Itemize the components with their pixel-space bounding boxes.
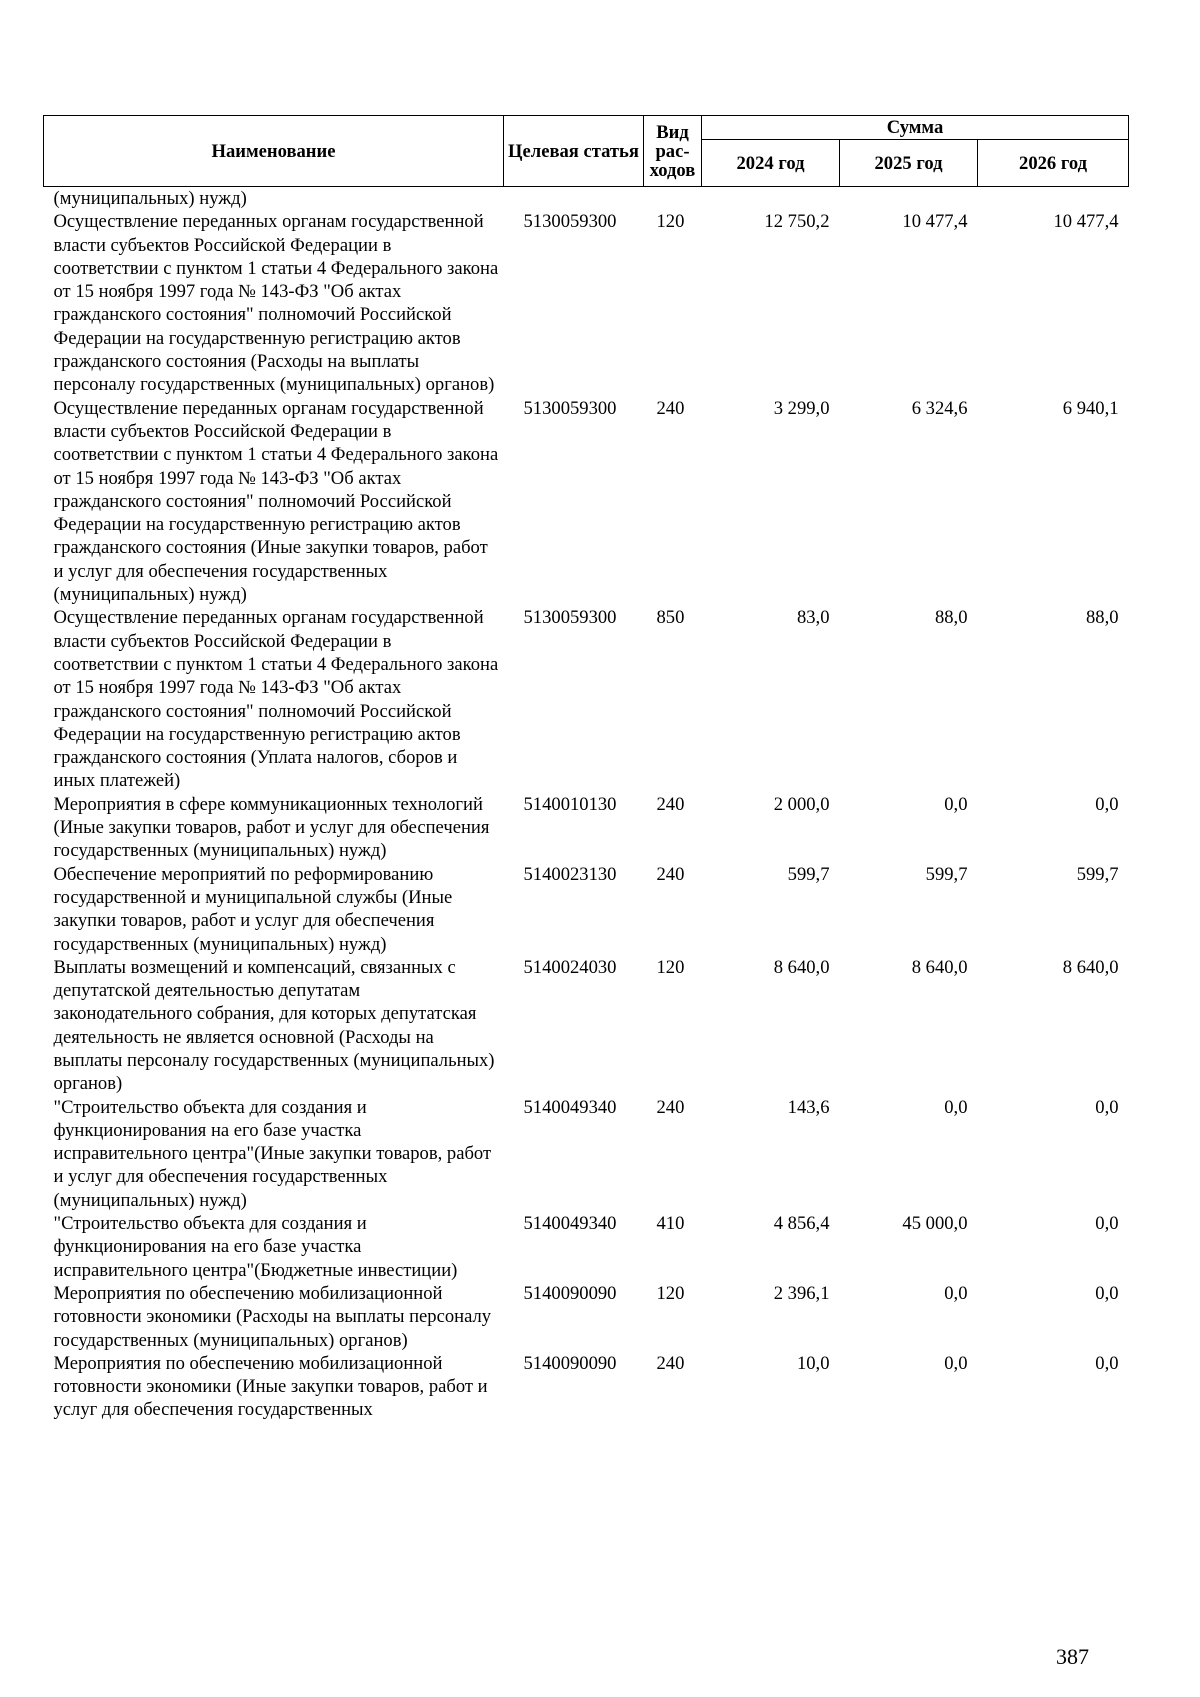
row-sum-2025: 0,0 — [944, 1096, 968, 1118]
row-expense-kind: 240 — [656, 793, 685, 815]
row-name: "Строительство объекта для создания и функционирования на его базе участка исправительного центра"(Бюджетные инвестиции) — [53, 1213, 458, 1281]
table-row — [44, 793, 1129, 863]
table-row — [44, 1282, 1129, 1352]
budget-table — [43, 115, 1129, 1422]
row-expense-kind: 410 — [656, 1213, 685, 1235]
row-target-article: 5140023130 — [523, 863, 617, 885]
row-expense-kind: 240 — [656, 863, 685, 885]
table-header — [44, 116, 1129, 187]
row-sum-2025 — [840, 187, 978, 211]
page-number: 387 — [1056, 1644, 1089, 1669]
row-sum-2024: 10,0 — [796, 1352, 830, 1374]
row-expense-kind — [644, 187, 702, 211]
row-expense-kind: 120 — [656, 1282, 685, 1304]
table-row — [44, 1352, 1129, 1422]
row-name: Осуществление переданных органам государственной власти субъектов Российской Федерации в соответствии с пунктом 1 статьи 4 Федерального закона от 15 ноября 1997 года № 143-ФЗ "Об актах гражданского состояния" полномочий Российской Федерации на государственную регистрацию актов гражданского состояния (Уплата налогов, сборов и иных платежей) — [53, 607, 499, 792]
row-sum-2025: 88,0 — [934, 607, 968, 629]
row-sum-2026: 10 477,4 — [1053, 211, 1119, 233]
row-sum-2025: 45 000,0 — [902, 1213, 968, 1235]
row-sum-2026: 6 940,1 — [1062, 397, 1119, 419]
header-target-article: Целевая статья — [504, 116, 644, 187]
row-sum-2025: 0,0 — [944, 1352, 968, 1374]
row-sum-2024: 8 640,0 — [773, 956, 830, 978]
row-target-article — [504, 187, 644, 211]
row-sum-2026: 0,0 — [1095, 1213, 1119, 1235]
header-sum: Сумма — [702, 116, 1129, 140]
row-sum-2024 — [702, 187, 840, 211]
row-expense-kind: 240 — [656, 1352, 685, 1374]
row-sum-2026: 0,0 — [1095, 1352, 1119, 1374]
header-year-2025: 2025 год — [840, 140, 978, 187]
row-expense-kind: 120 — [656, 211, 685, 233]
row-target-article: 5140049340 — [523, 1096, 617, 1118]
row-sum-2026: 0,0 — [1095, 1096, 1119, 1118]
row-sum-2024: 83,0 — [796, 607, 830, 629]
row-target-article: 5130059300 — [523, 397, 617, 419]
row-sum-2024: 143,6 — [787, 1096, 830, 1118]
row-sum-2026: 0,0 — [1095, 793, 1119, 815]
row-sum-2024: 3 299,0 — [773, 397, 830, 419]
row-name: (муниципальных) нужд) — [53, 188, 247, 209]
row-sum-2024: 2 396,1 — [773, 1282, 830, 1304]
row-sum-2026: 599,7 — [1076, 863, 1119, 885]
row-sum-2024: 599,7 — [787, 863, 830, 885]
row-sum-2026: 88,0 — [1085, 607, 1119, 629]
row-sum-2025: 0,0 — [944, 793, 968, 815]
table-row — [44, 397, 1129, 607]
row-sum-2025: 599,7 — [925, 863, 968, 885]
row-expense-kind: 240 — [656, 1096, 685, 1118]
row-sum-2026: 0,0 — [1095, 1282, 1119, 1304]
table-row — [44, 863, 1129, 956]
row-target-article: 5140049340 — [523, 1213, 617, 1235]
table-body — [44, 187, 1129, 1422]
row-expense-kind: 850 — [656, 607, 685, 629]
table-row — [44, 210, 1129, 396]
table-row — [44, 606, 1129, 792]
row-target-article: 5140090090 — [523, 1282, 617, 1304]
table-row — [44, 1212, 1129, 1282]
row-sum-2025: 8 640,0 — [911, 956, 968, 978]
row-target-article: 5140010130 — [523, 793, 617, 815]
row-sum-2026: 8 640,0 — [1062, 956, 1119, 978]
header-expense-kind: Вид рас-ходов — [644, 116, 702, 187]
header-name: Наименование — [44, 116, 504, 187]
row-name: Мероприятия в сфере коммуникационных технологий (Иные закупки товаров, работ и услуг для обеспечения государственных (муниципальных) нужд) — [53, 793, 490, 862]
row-target-article: 5140090090 — [523, 1352, 617, 1374]
row-target-article: 5140024030 — [523, 956, 617, 978]
row-sum-2026 — [978, 187, 1129, 211]
row-sum-2025: 10 477,4 — [902, 211, 968, 233]
header-year-2026: 2026 год — [978, 140, 1129, 187]
row-name: "Строительство объекта для создания и функционирования на его базе участка исправительного центра"(Иные закупки товаров, работ и услуг для обеспечения государственных (муниципальных) нужд) — [53, 1096, 492, 1211]
row-sum-2025: 6 324,6 — [911, 397, 968, 419]
table-row — [44, 1096, 1129, 1212]
row-expense-kind: 240 — [656, 397, 685, 419]
table-row — [44, 956, 1129, 1096]
row-sum-2024: 4 856,4 — [773, 1213, 830, 1235]
header-year-2024: 2024 год — [702, 140, 840, 187]
row-sum-2025: 0,0 — [944, 1282, 968, 1304]
row-name: Осуществление переданных органам государственной власти субъектов Российской Федерации в соответствии с пунктом 1 статьи 4 Федерального закона от 15 ноября 1997 года № 143-ФЗ "Об актах гражданского состояния" полномочий Российской Федерации на государственную регистрацию актов гражданского состояния (Иные закупки товаров, работ и услуг для обеспечения государственных (муниципальных) нужд) — [53, 397, 499, 606]
row-target-article: 5130059300 — [523, 211, 617, 233]
row-name: Обеспечение мероприятий по реформированию государственной и муниципальной службы (Иные закупки товаров, работ и услуг для обеспечения государственных (муниципальных) нужд) — [53, 863, 453, 955]
row-target-article: 5130059300 — [523, 607, 617, 629]
row-sum-2024: 2 000,0 — [773, 793, 830, 815]
row-expense-kind: 120 — [656, 956, 685, 978]
row-sum-2024: 12 750,2 — [764, 211, 830, 233]
row-name: Мероприятия по обеспечению мобилизационной готовности экономики (Иные закупки товаров, работ и услуг для обеспечения государственных — [53, 1352, 488, 1421]
row-name: Выплаты возмещений и компенсаций, связанных с депутатской деятельностью депутатам законодательного собрания, для которых депутатская деятельность не является основной (Расходы на выплаты персоналу государственных (муниципальных) органов) — [53, 956, 495, 1095]
table-row — [44, 187, 1129, 211]
row-name: Мероприятия по обеспечению мобилизационной готовности экономики (Расходы на выплаты персоналу государственных (муниципальных) органов) — [53, 1282, 492, 1351]
row-name: Осуществление переданных органам государственной власти субъектов Российской Федерации в соответствии с пунктом 1 статьи 4 Федерального закона от 15 ноября 1997 года № 143-ФЗ "Об актах гражданского состояния" полномочий Российской Федерации на государственную регистрацию актов гражданского состояния (Расходы на выплаты персоналу государственных (муниципальных) органов) — [53, 211, 499, 396]
